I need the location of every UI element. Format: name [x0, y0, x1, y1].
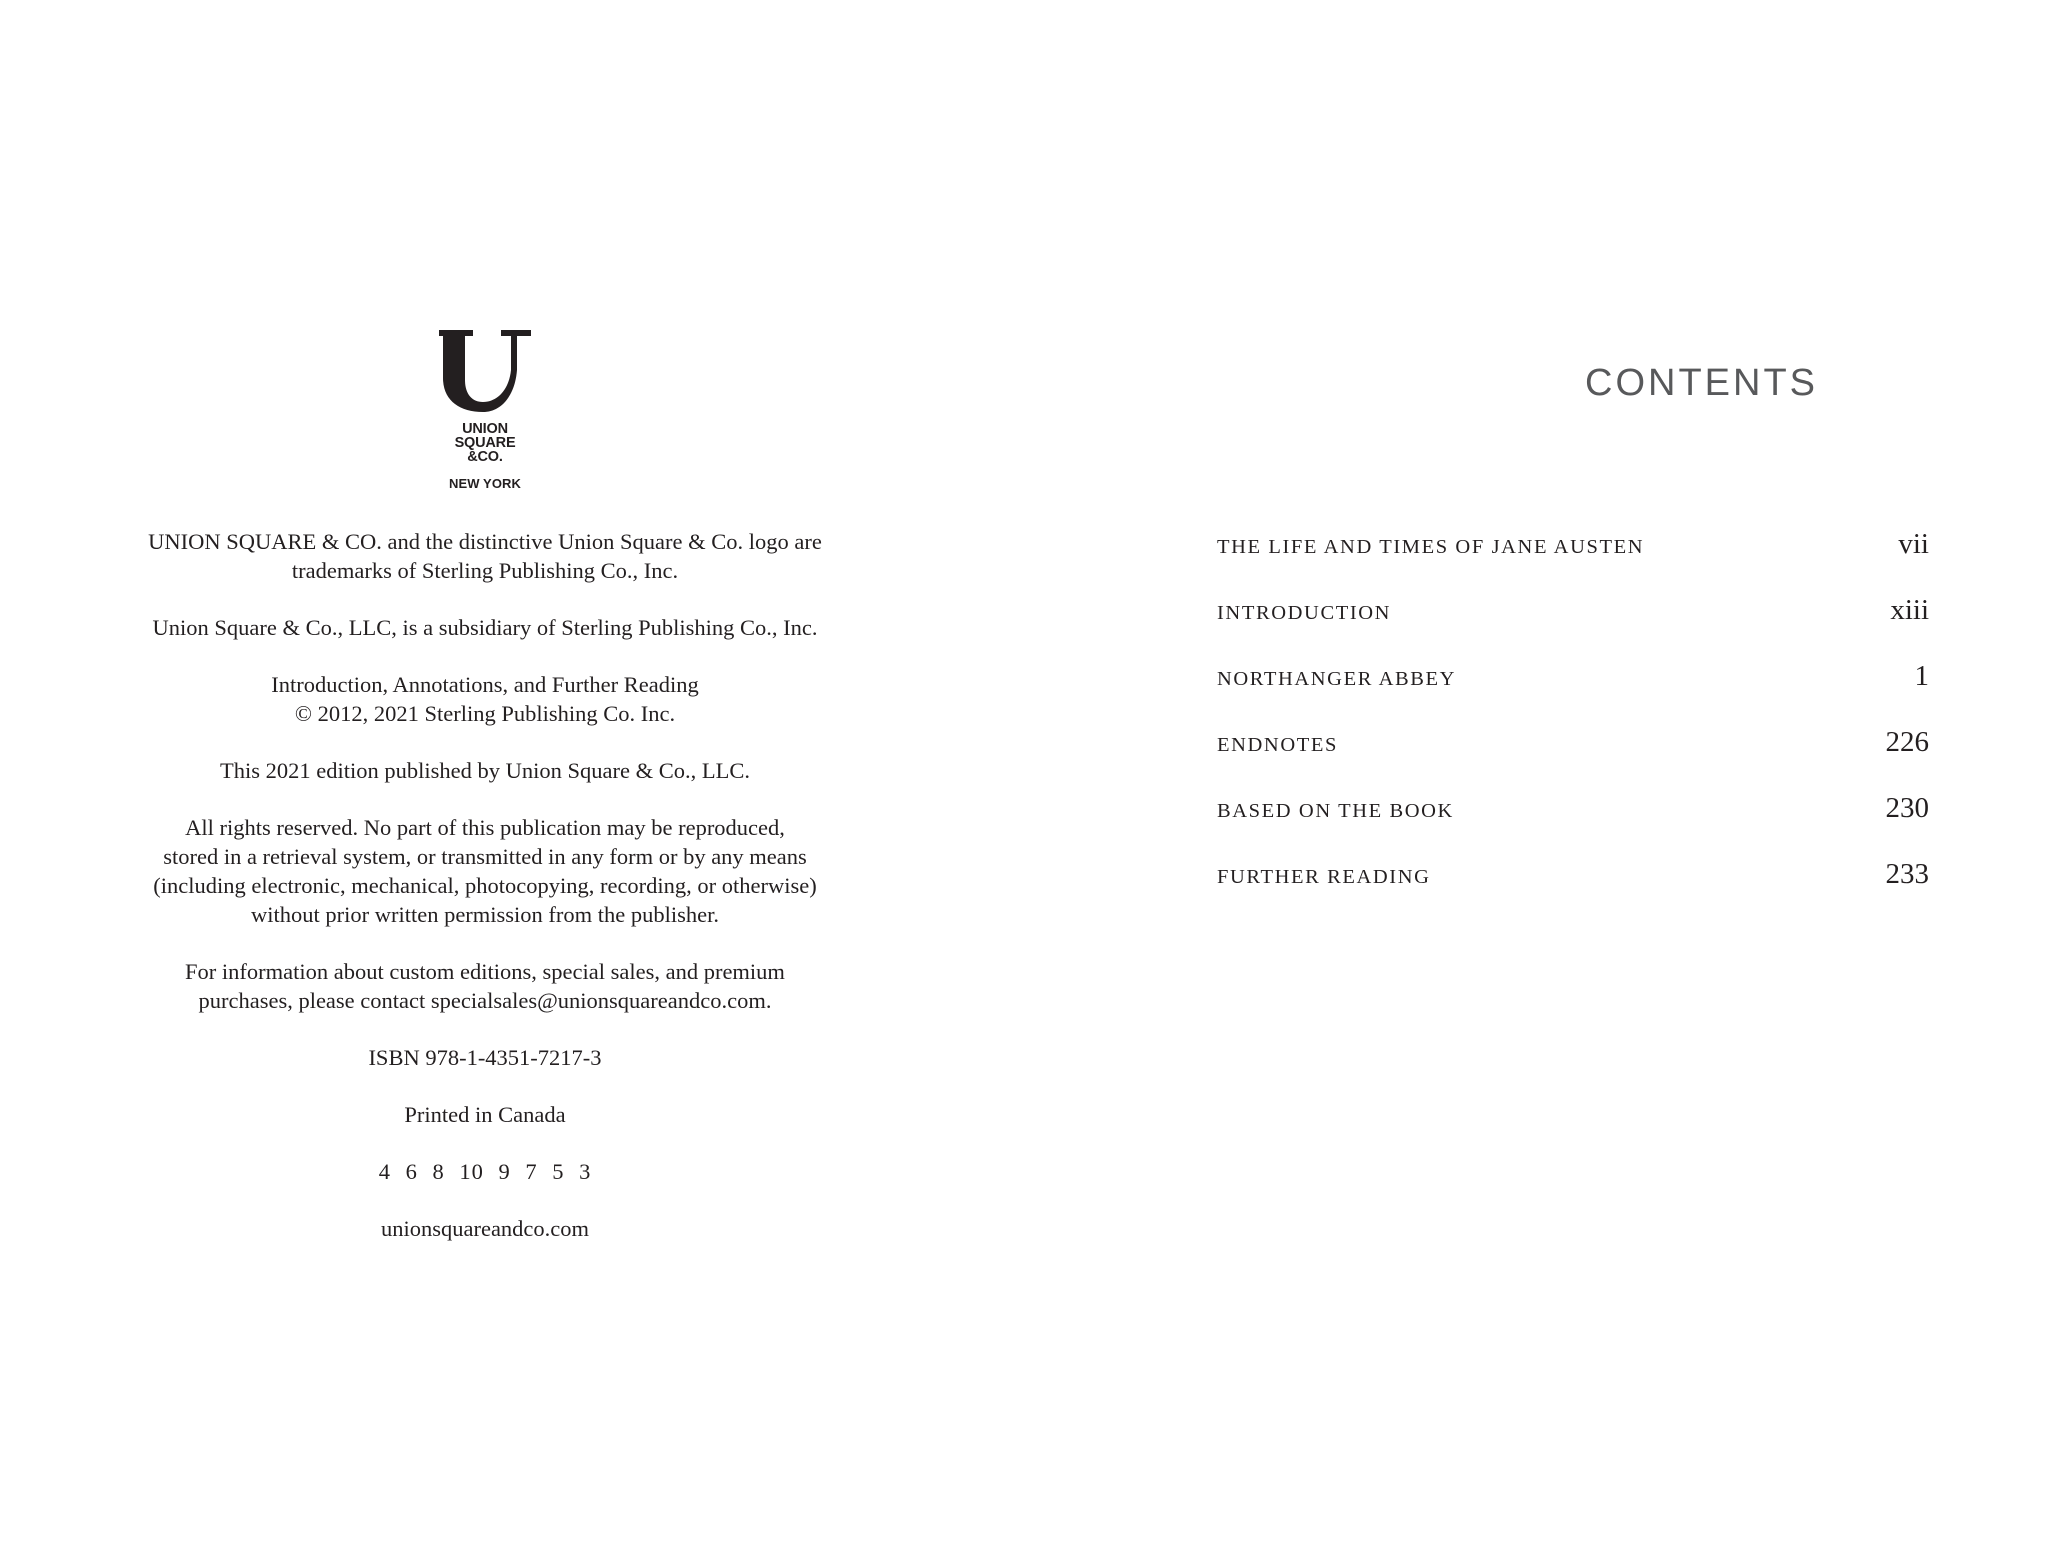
logo-city: NEW YORK: [448, 476, 522, 491]
toc-entry: [1217, 792, 1929, 858]
toc-entry-page: vii: [1898, 528, 1929, 560]
publisher-website: [60, 1214, 910, 1243]
printed-in: [60, 1100, 910, 1129]
copyright-page: [0, 0, 970, 1560]
logo-word: SQUARE: [454, 435, 516, 451]
toc-entry: [1217, 858, 1929, 924]
copyright-notice: [60, 527, 910, 1271]
logo-word: &CO.: [467, 449, 503, 465]
trademark-paragraph: [60, 527, 910, 585]
contents-heading: [1100, 362, 2048, 405]
text-line: Printed in Canada: [404, 1102, 566, 1127]
text-line: For information about custom editions, special sales, and premium: [185, 959, 785, 984]
edition-paragraph: [60, 756, 910, 785]
toc-entry-title: INTRODUCTION: [1217, 602, 1392, 624]
text-line: © 2012, 2021 Sterling Publishing Co. Inc.: [294, 701, 676, 726]
text-line: unionsquareandco.com: [380, 1216, 590, 1241]
text-line: UNION SQUARE & CO. and the distinctive Union Square & Co. logo are: [148, 529, 822, 554]
toc-entry: [1217, 726, 1929, 792]
toc-entry-title: FURTHER READING: [1217, 866, 1431, 888]
text-line: Union Square & Co., LLC, is a subsidiary of Sterling Publishing Co., Inc.: [152, 615, 818, 640]
toc-entry-page: xiii: [1890, 594, 1929, 626]
subsidiary-paragraph: [60, 613, 910, 642]
text-line: (including electronic, mechanical, photocopying, recording, or otherwise): [153, 873, 817, 898]
toc-entry-title: NORTHANGER ABBEY: [1217, 668, 1457, 690]
isbn: [60, 1043, 910, 1072]
text-line: ISBN 978-1-4351-7217-3: [368, 1045, 602, 1070]
logo-wordmark: [435, 422, 535, 464]
printing-line: [60, 1157, 910, 1186]
text-line: stored in a retrieval system, or transmitted in any form or by any means: [163, 844, 807, 869]
toc-entry-page: 226: [1885, 726, 1929, 758]
table-of-contents: [1217, 528, 1929, 924]
publisher-logo: [435, 330, 535, 491]
toc-entry: [1217, 528, 1929, 594]
text-line: without prior written permission from the publisher.: [250, 902, 720, 927]
text-line: This 2021 edition published by Union Square & Co., LLC.: [220, 758, 750, 783]
contents-page: [1100, 0, 2048, 1560]
text-line: 4 6 8 10 9 7 5 3: [378, 1159, 592, 1184]
union-square-u-logo-icon: [439, 330, 531, 412]
contents-heading-text: CONTENTS: [1585, 362, 1818, 404]
toc-entry-page: 1: [1914, 660, 1929, 692]
special-sales-paragraph: [60, 957, 910, 1015]
text-line: purchases, please contact specialsales@unionsquareandco.com.: [198, 988, 772, 1013]
toc-entry: [1217, 594, 1929, 660]
toc-entry-title: BASED ON THE BOOK: [1217, 800, 1454, 822]
toc-entry-title: THE LIFE AND TIMES OF JANE AUSTEN: [1217, 536, 1645, 558]
text-line: trademarks of Sterling Publishing Co., Inc.: [291, 558, 679, 583]
toc-entry-title: ENDNOTES: [1217, 734, 1338, 756]
rights-paragraph: [60, 813, 910, 929]
toc-entry: [1217, 660, 1929, 726]
toc-entry-page: 233: [1885, 858, 1929, 890]
text-line: All rights reserved. No part of this publication may be reproduced,: [185, 815, 785, 840]
logo-word: UNION: [462, 421, 508, 437]
copyright-paragraph: [60, 670, 910, 728]
toc-entry-page: 230: [1885, 792, 1929, 824]
text-line: Introduction, Annotations, and Further Reading: [271, 672, 699, 697]
